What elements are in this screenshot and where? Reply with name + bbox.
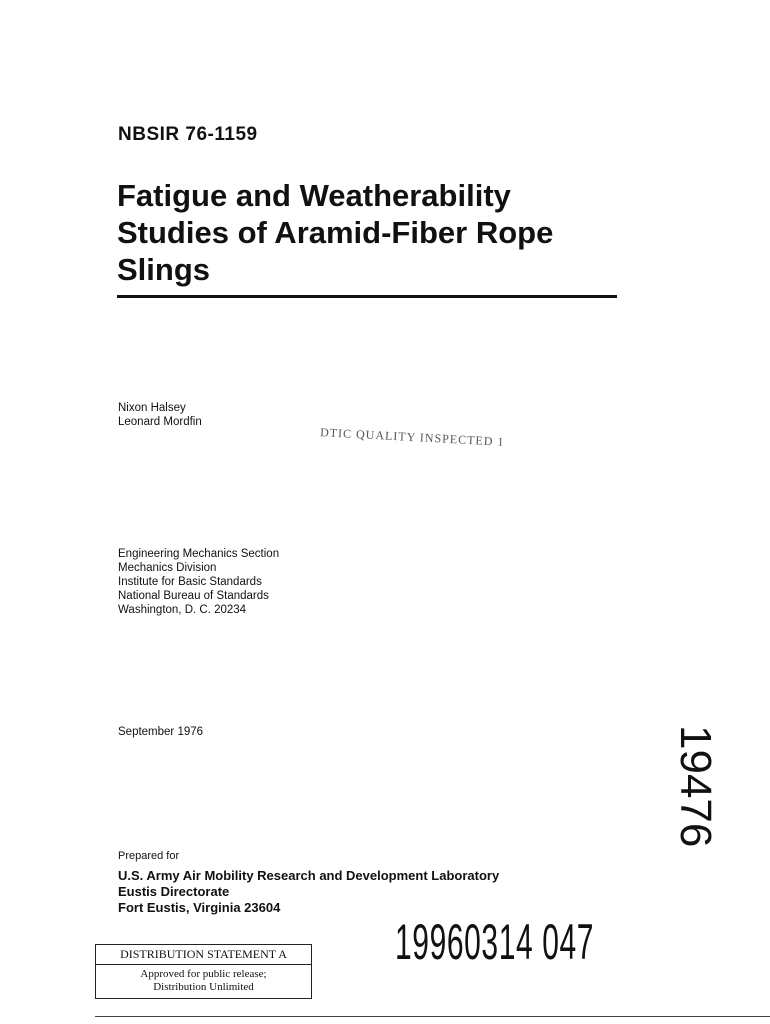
report-number: NBSIR 76-1159	[118, 124, 258, 145]
accession-number: 19960314 047	[395, 914, 595, 970]
sponsor-line: Eustis Directorate	[118, 884, 230, 899]
sponsor-line: U.S. Army Air Mobility Research and Development Laboratory	[118, 868, 500, 883]
affiliation-line: Engineering Mechanics Section	[118, 548, 280, 560]
author: Nixon Halsey	[118, 402, 186, 414]
publication-date: September 1976	[118, 726, 204, 738]
affiliation-line: National Bureau of Standards	[118, 590, 269, 602]
affiliation-line: Washington, D. C. 20234	[118, 604, 247, 616]
author: Leonard Mordfin	[118, 416, 202, 428]
handwritten-number: 19476	[671, 725, 720, 848]
stamp-body	[96, 965, 311, 998]
sponsor-line: Fort Eustis, Virginia 23604	[118, 900, 281, 915]
stamp-heading: DISTRIBUTION STATEMENT A	[96, 945, 311, 965]
distribution-stamp	[95, 944, 312, 999]
document-title	[117, 177, 637, 288]
title-line: Slings	[117, 252, 211, 287]
stamp-line: Approved for public release;	[140, 968, 267, 980]
page-edge-line	[95, 1016, 770, 1017]
sponsor	[118, 868, 499, 916]
quality-stamp: DTIC QUALITY INSPECTED 1	[319, 425, 505, 449]
affiliation-line: Institute for Basic Standards	[118, 576, 262, 588]
title-line: Fatigue and Weatherability	[117, 178, 511, 213]
affiliation-line: Mechanics Division	[118, 562, 217, 574]
title-line: Studies of Aramid-Fiber Rope	[117, 215, 554, 250]
authors	[118, 401, 202, 429]
prepared-for-label: Prepared for	[118, 850, 180, 862]
affiliation	[118, 547, 279, 617]
title-underline	[117, 295, 617, 298]
stamp-line: Distribution Unlimited	[153, 981, 254, 993]
